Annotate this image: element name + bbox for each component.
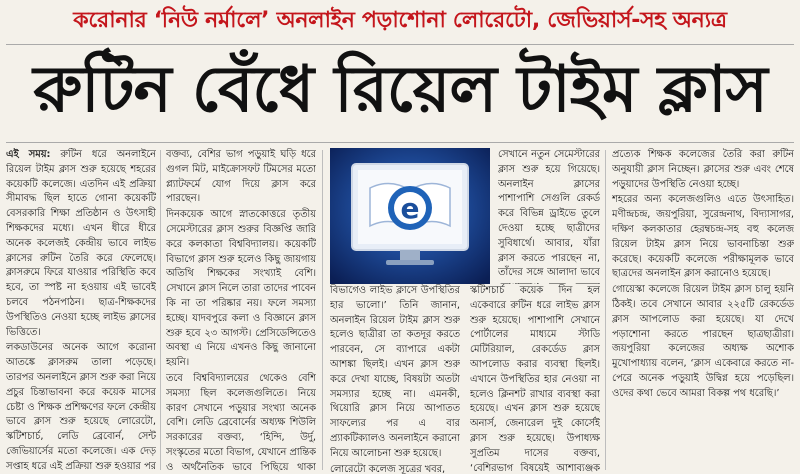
article-subcolumn-left [330,284,460,474]
article-subcolumn-right [470,284,600,474]
article-column-2 [166,148,316,474]
column-separator [322,150,323,470]
article-paragraph: লোরেটো কলেজ সূত্রের খবর, [330,463,446,474]
article-paragraph: এই সময়: রুটিন ধরে অনলাইনে রিয়েল টাইম ক্লাস শুরু হয়েছে শহরের কয়েকটি কলেজে। এতদিন এই প্রক্রিয়া সীমাবদ্ধ ছিল হাতে গোনা কয়েকটি বেসরকারি শিক্ষা প্রতিষ্ঠান ও উৎসাহী শিক্ষকদের মধ্যে। এখন ধীরে ধীরে অনেক কলেজই কেন্দ্রীয় ভাবে লাইভ ক্লাসের রুটিন তৈরি করে ফেলেছে। ক্লাসরুমে ফিরে যাওয়ার পরিস্থিতি কবে হবে, তা স্পষ্ট না হওয়ায় এই ভাবেই চলবে পঠনপাঠন। ছাত্র-শিক্ষকদের উপস্থিতিও নেওয়া হচ্ছে লাইভ ক্লাসের ভিত্তিতে। [6,149,156,338]
article-paragraph: বিভাগেও লাইভ ক্লাসে উপস্থিতির হার ভালো।’ তিনি জানান, অনলাইন রিয়েল টাইম ক্লাস শুরু হলেও ছাত্রীরা তা কতদূর করতে পারবেন, সে ব্যাপারে একটা আশঙ্কা ছিলই। এখন ক্লাস শুরু করে দেখা যাচ্ছে, বিষয়টা অতটা সমস্যার হচ্ছে না। এমনকী, থিয়োরি ক্লাস নিয়ে আপাতত সাফল্যের পর এ বার প্র্যাকটিক্যালও অনলাইনে করানো নিয়ে আলোচনা শুরু হয়েছে। [330,285,460,459]
article-paragraph: স্কটিশচার্চ কয়েক দিন হল একেবারে রুটিন ধরে লাইভ ক্লাস শুরু হয়েছে। পাশাপাশি সেখানে পোর্টালের মাধ্যমে স্টাডি মেটিরিয়াল, রেকর্ডেড ক্লাস আপলোড করার ব্যবস্থা ছিলই। এখানে উপস্থিতির হার নেওয়া না হলেও ক্লিনশট রাখার ব্যবস্থা করা হয়েছে। এখন ক্লাস শুরু হয়েছে অনার্স, জেনারেল দুই কোর্সেই ক্লাস শুরু হয়েছে। উপাধ্যক্ষ সুপ্রতিম দাসের বক্তব্য, ‘বেশিরভাগ বিষয়েই আশাব্যঞ্জক [470,285,600,474]
article-paragraph: দিনকয়েক আগে স্নাতকোত্তরে তৃতীয় সেমেস্টারের ক্লাস শুরুর বিজ্ঞপ্তি জারি করে কলকাতা বিশ্ববিদ্যালয়। কয়েকটি বিভাগে ক্লাস শুরু হলেও কিছু জায়গায় অতিথি শিক্ষকের সংখ্যাই বেশি। সেখানে ক্লাস নিলে তারা তাদের পাবেন কি না তা পরিষ্কার নয়। ফলে সমস্যা হচ্ছে। যাদবপুরে কলা ও বিজ্ঞানে ক্লাস শুরু হবে ২৩ আগস্ট। প্রেসিডেন্সিতেও অবস্থা এ নিয়ে এখনও কিছু জানানো হয়নি। [166,209,316,369]
article-block-below-image [330,284,600,474]
article-block-beside-image [498,148,600,284]
article-paragraph: প্রত্যেক শিক্ষক কলেজের তৈরি করা রুটিন অনুযায়ী ক্লাস নিচ্ছেন। ক্লাসের শুরু এবং শেষে পড়ুয়াদের উপস্থিতি নেওয়া হচ্ছে। [612,149,794,190]
dateline: এই সময়: [6,149,51,160]
column-separator [605,150,606,470]
article-paragraph: গোয়েস্কা কলেজে রিয়েল টাইম ক্লাস চালু হয়নি ঠিকই। তবে সেখানে আবার ২২৫টি রেকর্ডেড ক্লাস আপলোড করা হয়েছে। যা দেখে পড়াশোনা করতে পারছেন ছাত্রছাত্রীরা। জয়পুরিয়া কলেজের অধ্যক্ষ অশোক মুখোপাধ্যায় বলেন, ‘ক্লাস একেবারে করতে না-পেরে অনেক পড়ুয়াই উদ্বিগ্ন হয়ে পড়েছিল। ওদের কথা ভেবে আমরা বিকল্প পথ ধরেছি।’ [612,284,794,399]
kicker-headline: করোনার ‘নিউ নর্মালে’ অনলাইন পড়াশোনা লোরেটো, জেভিয়ার্স-সহ অন্যত্র [73,7,727,33]
main-headline: রুটিন বেঁধে রিয়েল টাইম ক্লাস [33,52,767,127]
article-column-4 [612,148,794,474]
article-paragraph: সেখানে নতুন সেমেস্টারের ক্লাস শুরু হয়ে গিয়েছে। অনলাইন ক্লাসের পাশাপাশি সেগুলি রেকর্ড করে বিভিন্ন ড্রাইভে তুলে দেওয়া হচ্ছে ছাত্রীদের সুবিধার্থে। আবার, যাঁরা ক্লাস করতে পারছেন না, তাঁদের সঙ্গে আলাদা ভাবে [498,149,600,279]
article-paragraph: বক্তব্য, বেশির ভাগ পড়ুয়াই ঘড়ি ধরে গুগল মিট, মাইক্রোসফট টিমসের মতো প্ল্যাটফর্মে যোগ দিয়ে ক্লাস করে পারছেন। [166,149,316,205]
article-paragraph: লকডাউনের অনেক আগে করোনা আতঙ্কে ক্লাসরুম তালা পড়েছে। তারপর অনলাইনে ক্লাস শুরু করা নিয়ে প্রচুর চিন্তাভাবনা করে কয়েক মাসের চেষ্টা ও শিক্ষক প্রশিক্ষণের ফলে কেন্দ্রীয় ভাবে ক্লাস শুরু হয়েছে লোরেটো, স্কটিশচার্চ, লেডি ব্রেবোর্ন, সেন্ট জেভিয়ার্সের মতো কলেজে। এক দেড় সপ্তাহ ধরে এই প্রক্রিয়া শুরু হওয়ার পর [6,342,156,472]
column-separator [160,150,161,470]
article-column-3 [330,148,600,474]
svg-text:e: e [400,192,420,225]
article-column-1 [6,148,156,474]
article-paragraph: তবে বিশ্ববিদ্যালয়ের থেকেও বেশি সমস্যা ছিল কলেজগুলিতে। নিয়ে কারণ সেখানে পড়ুয়ার সংখ্যা অনেক বেশি। লেডি ব্রেবোর্নের অধ্যক্ষ শিউলি সরকারের বক্তব্য, ‘হিন্দি, উর্দু, সংস্কৃতের মতো বিভাগ, যেখানে প্রান্তিক ও অর্থনৈতিক ভাবে পিছিয়ে থাকা [166,372,316,473]
article-paragraph: শহরের অন্য কলেজগুলিও এতে উৎসাহিত। মণীন্দ্রচন্দ্র, জয়পুরিয়া, সুরেন্দ্রনাথ, বিদ্যাসাগর, দক্ষিণ কলকাতার হেরম্বচন্দ্র-সহ বহু কলেজ রিয়েল টাইম ক্লাস নিয়ে ভাবনাচিন্তা শুরু করেছে। কয়েকটি কলেজে পরীক্ষামূলক ভাবে ছাত্রদের অনলাইন ক্লাস করানোও হয়েছে। [612,194,794,280]
headline-divider [6,142,794,143]
